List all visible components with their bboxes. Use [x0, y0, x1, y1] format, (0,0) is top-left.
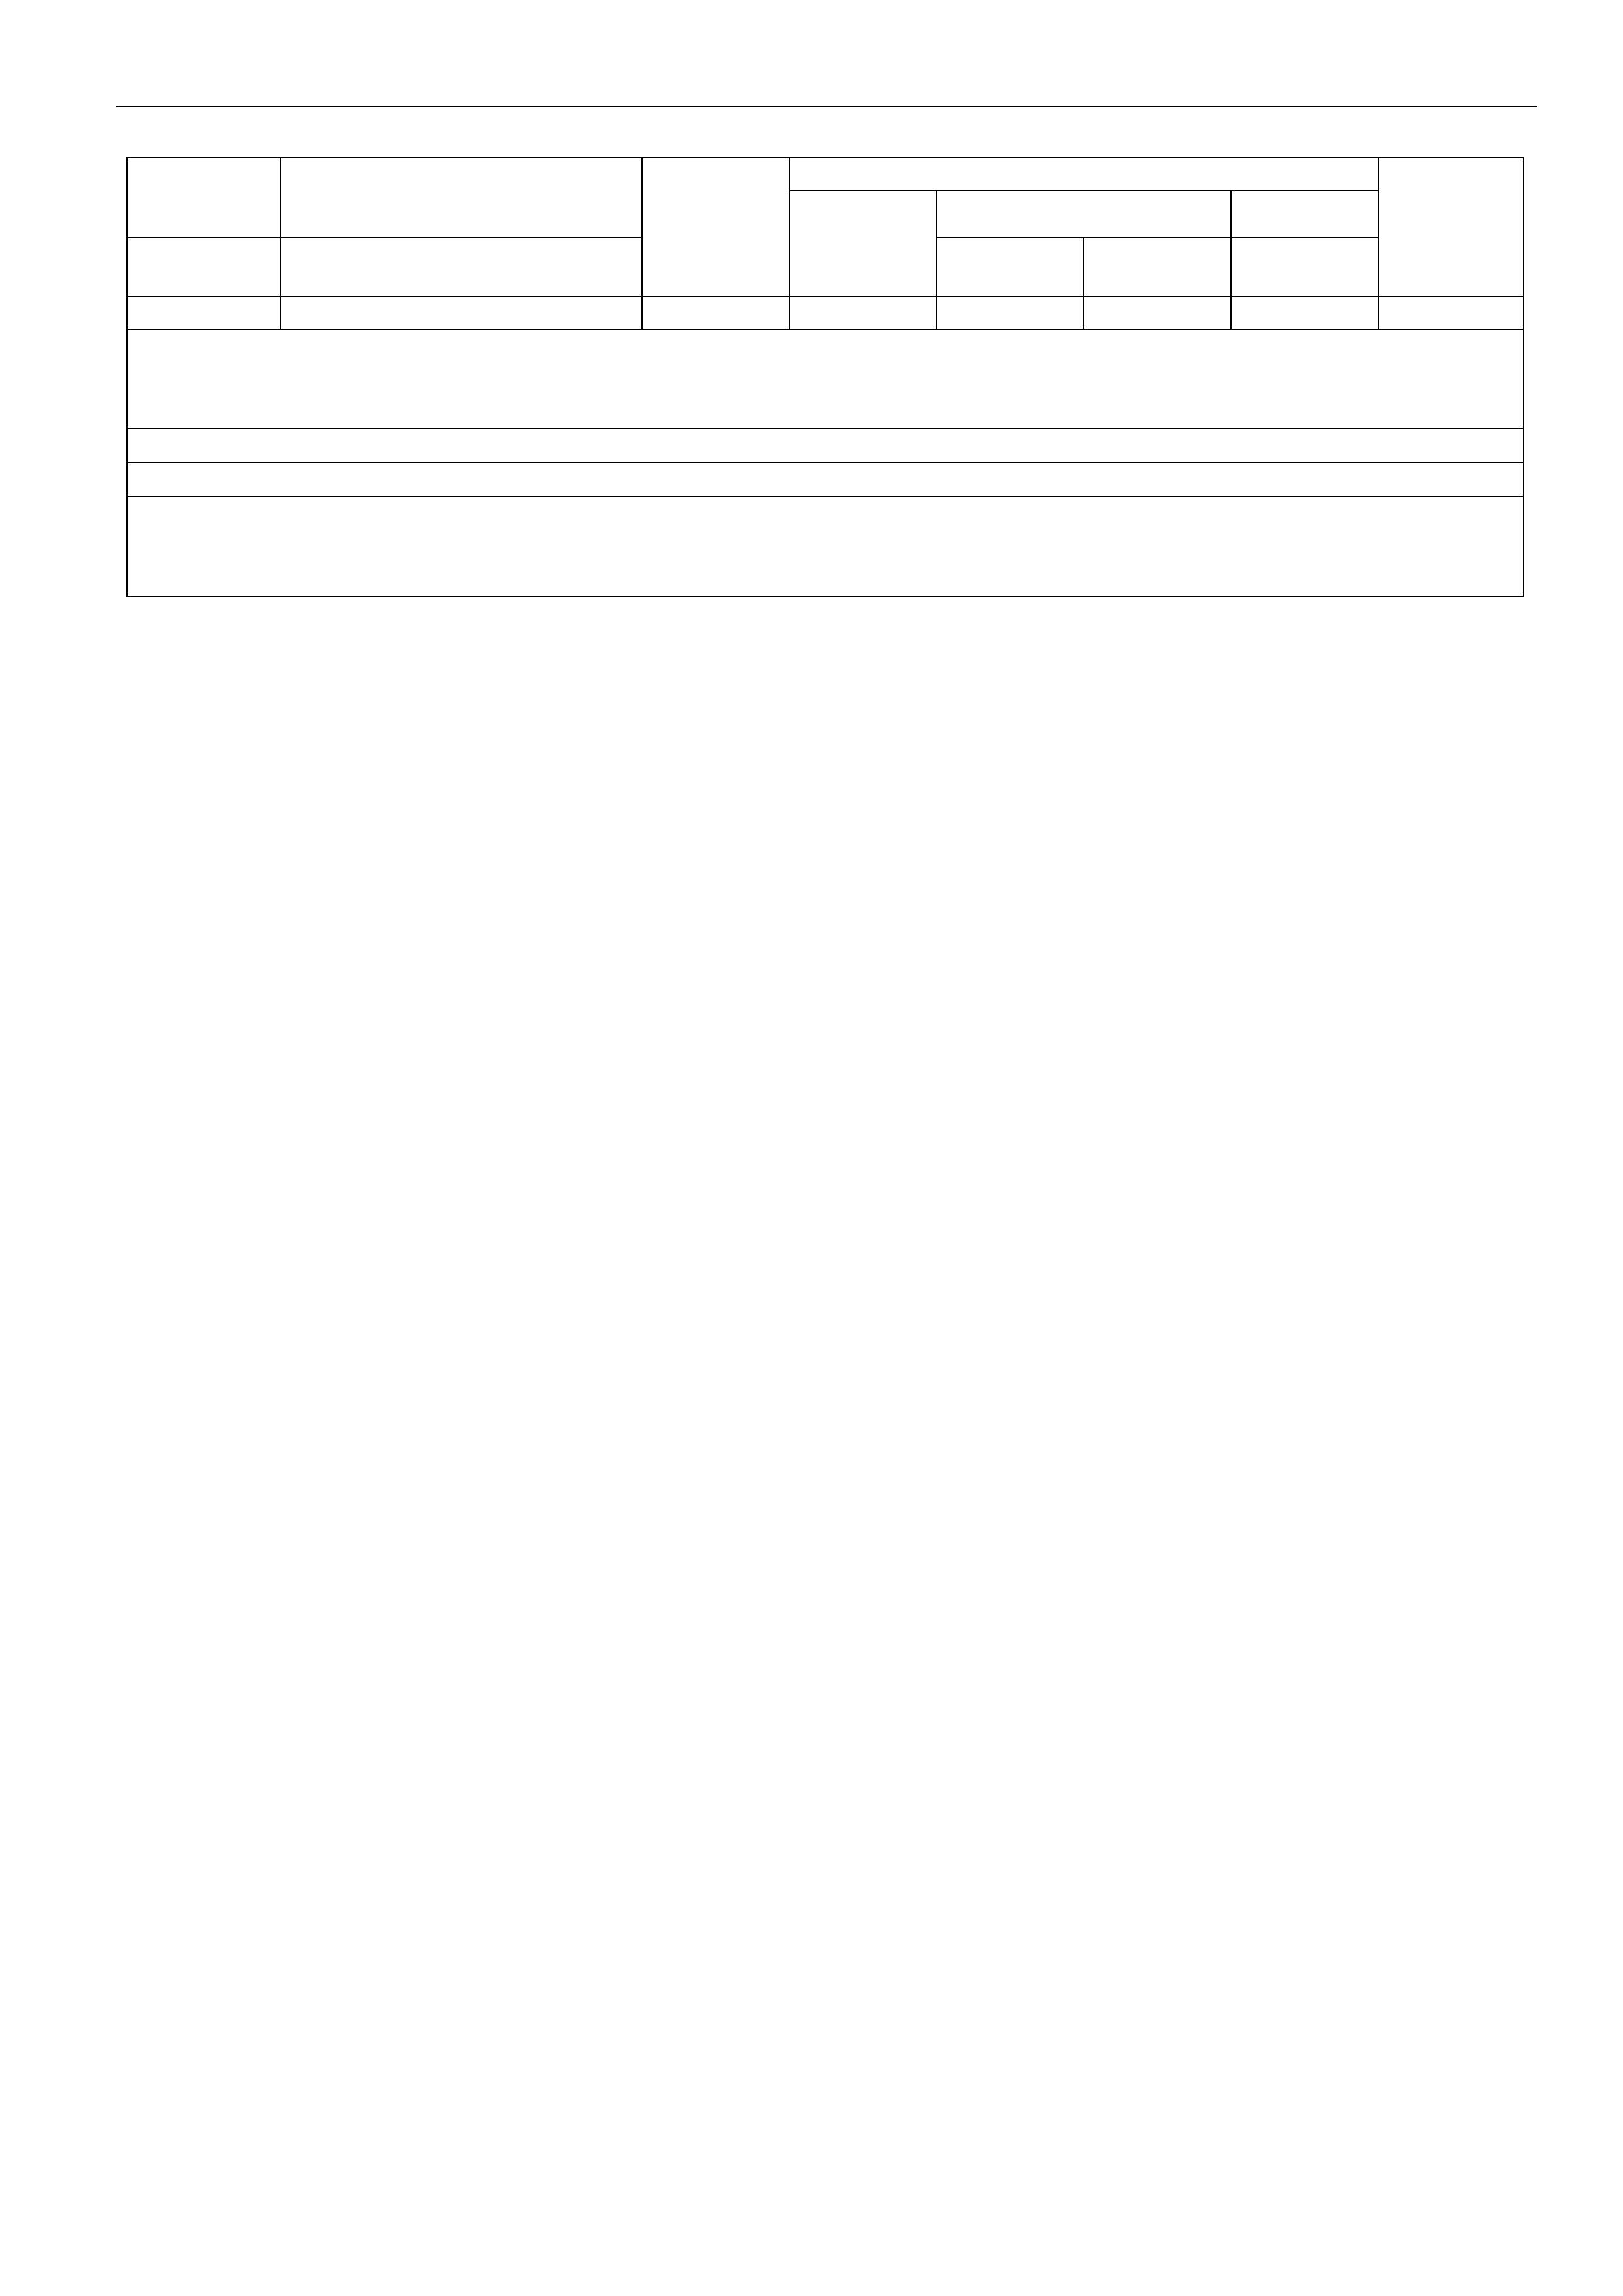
col-number — [127, 296, 281, 329]
column-numbers-row — [127, 296, 1524, 329]
section-heading — [127, 429, 1524, 463]
section-heading — [127, 463, 1524, 497]
table-652 — [127, 329, 1524, 463]
col-header-material-codes — [127, 238, 281, 296]
col-header-materials — [1231, 190, 1378, 238]
col-header-work-name — [281, 158, 642, 238]
col-header-machines-total — [936, 238, 1084, 296]
col-header-machines — [936, 190, 1231, 238]
running-header — [116, 71, 1537, 107]
rates-table — [126, 157, 1524, 597]
col-header-material-consumption — [1231, 238, 1378, 296]
col-number — [1378, 296, 1524, 329]
col-number — [281, 296, 642, 329]
col-header-including — [789, 158, 1378, 190]
col-header-operators-pay — [1084, 238, 1231, 296]
col-header-labor-pay — [789, 190, 936, 296]
col-number — [936, 296, 1084, 329]
col-header-direct-costs — [642, 158, 789, 296]
col-number — [1231, 296, 1378, 329]
col-number — [642, 296, 789, 329]
table-652-caption — [127, 329, 1524, 429]
col-number — [1084, 296, 1231, 329]
table-header — [127, 158, 1524, 329]
col-header-labor-hours — [1378, 158, 1524, 296]
col-header-material-names — [281, 238, 642, 296]
col-header-rate-numbers — [127, 158, 281, 238]
table-653-caption — [127, 497, 1524, 596]
col-number — [789, 296, 936, 329]
table-653 — [127, 497, 1524, 596]
